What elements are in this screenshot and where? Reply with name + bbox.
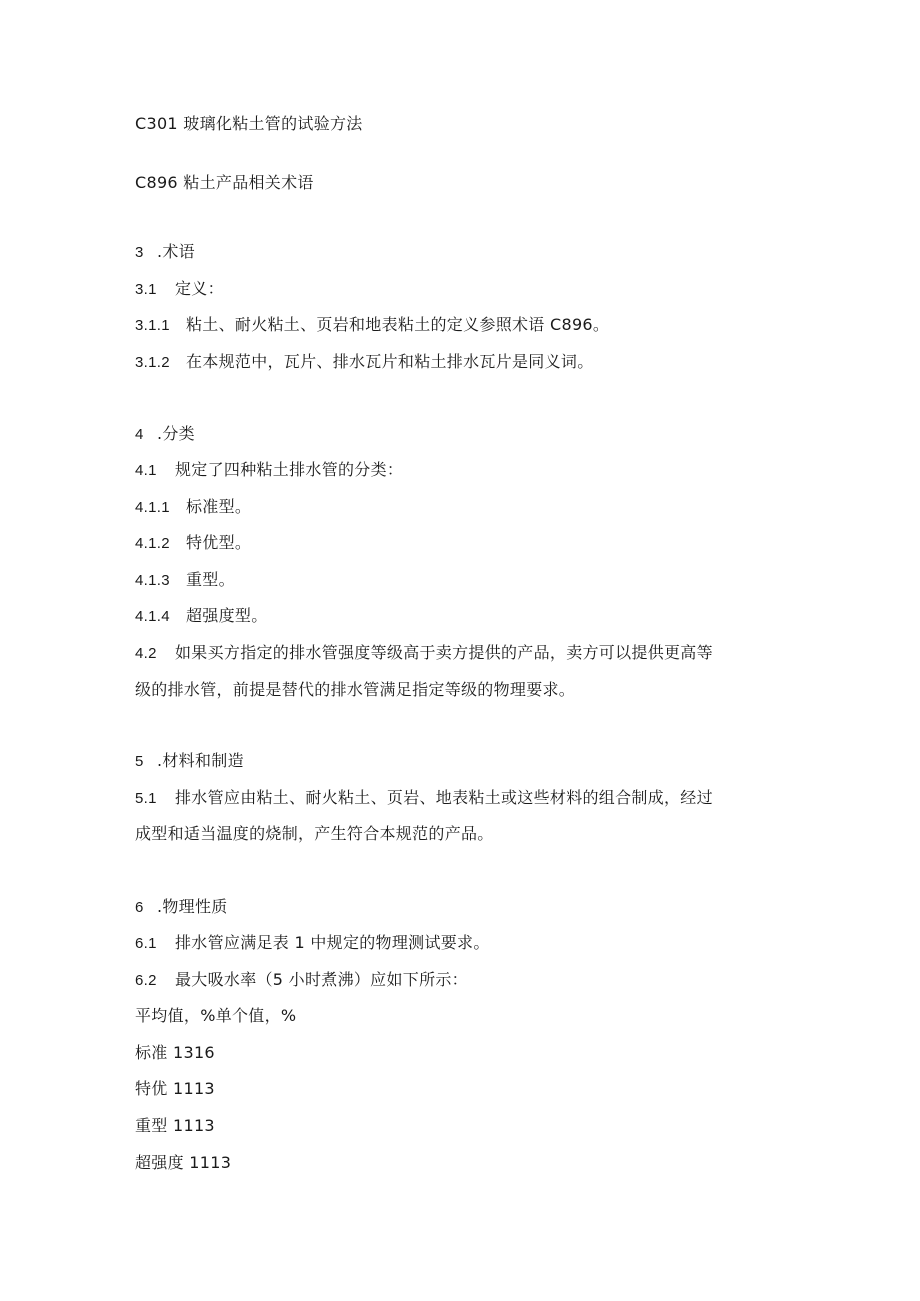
- clause-number: 6.2: [135, 972, 157, 989]
- absorption-table-header: 平均值，%单个值，%: [135, 1006, 297, 1025]
- clause-text: 超强度型。: [186, 606, 268, 625]
- clause-6-2: [135, 970, 468, 991]
- clause-3-1-2: [135, 352, 594, 373]
- section-number: 5: [135, 753, 144, 770]
- clause-text: 如果买方指定的排水管强度等级高于卖方提供的产品，卖方可以提供更高等: [175, 643, 713, 662]
- clause-4-1-3: [135, 570, 235, 591]
- section-number: 6: [135, 899, 144, 916]
- clause-text: 排水管应满足表 1 中规定的物理测试要求。: [175, 933, 490, 952]
- clause-4-1: [135, 460, 403, 481]
- clause-4-1-2: [135, 533, 251, 554]
- clause-number: 4.1.4: [135, 608, 170, 625]
- clause-number: 4.1.3: [135, 572, 170, 589]
- clause-6-1: [135, 933, 490, 954]
- clause-4-2: [135, 643, 713, 664]
- reference-c301: C301 玻璃化粘土管的试验方法: [135, 114, 363, 133]
- section-3-heading: [135, 242, 195, 263]
- section-title: .材料和制造: [157, 751, 244, 770]
- clause-number: 4.2: [135, 645, 157, 662]
- section-title: .物理性质: [157, 897, 228, 916]
- clause-text: 排水管应由粘土、耐火粘土、页岩、地表粘土或这些材料的组合制成，经过: [175, 788, 713, 807]
- clause-text: 标准型。: [186, 497, 252, 516]
- section-number: 4: [135, 426, 144, 443]
- clause-text: 特优型。: [186, 533, 252, 552]
- clause-5-1: [135, 788, 713, 809]
- clause-4-2-continued: 级的排水管，前提是替代的排水管满足指定等级的物理要求。: [135, 680, 576, 699]
- absorption-row-standard: 标准 1316: [135, 1043, 215, 1062]
- section-title: .分类: [157, 424, 195, 443]
- clause-number: 4.1.2: [135, 535, 170, 552]
- clause-number: 4.1: [135, 462, 157, 479]
- reference-c896: C896 粘土产品相关术语: [135, 173, 314, 192]
- clause-number: 3.1.2: [135, 354, 170, 371]
- absorption-row-premium: 特优 1113: [135, 1079, 215, 1098]
- section-4-heading: [135, 424, 195, 445]
- section-number: 3: [135, 244, 144, 261]
- clause-number: 3.1: [135, 281, 157, 298]
- absorption-row-extra-strength: 超强度 1113: [135, 1153, 232, 1172]
- clause-number: 6.1: [135, 935, 157, 952]
- section-title: .术语: [157, 242, 195, 261]
- clause-text: 最大吸水率（5 小时煮沸）应如下所示：: [175, 970, 468, 989]
- clause-text: 规定了四种粘土排水管的分类：: [175, 460, 404, 479]
- absorption-row-heavy: 重型 1113: [135, 1116, 215, 1135]
- clause-3-1: [135, 279, 224, 300]
- clause-text: 粘土、耐火粘土、页岩和地表粘土的定义参照术语 C896。: [186, 315, 610, 334]
- clause-3-1-1: [135, 315, 609, 336]
- clause-number: 4.1.1: [135, 499, 170, 516]
- clause-text: 在本规范中，瓦片、排水瓦片和粘土排水瓦片是同义词。: [186, 352, 594, 371]
- clause-number: 5.1: [135, 790, 157, 807]
- section-6-heading: [135, 897, 228, 918]
- clause-text: 重型。: [186, 570, 235, 589]
- clause-5-1-continued: 成型和适当温度的烧制，产生符合本规范的产品。: [135, 824, 494, 843]
- clause-4-1-1: [135, 497, 251, 518]
- section-5-heading: [135, 751, 244, 772]
- clause-4-1-4: [135, 606, 268, 627]
- clause-text: 定义：: [175, 279, 224, 298]
- clause-number: 3.1.1: [135, 317, 170, 334]
